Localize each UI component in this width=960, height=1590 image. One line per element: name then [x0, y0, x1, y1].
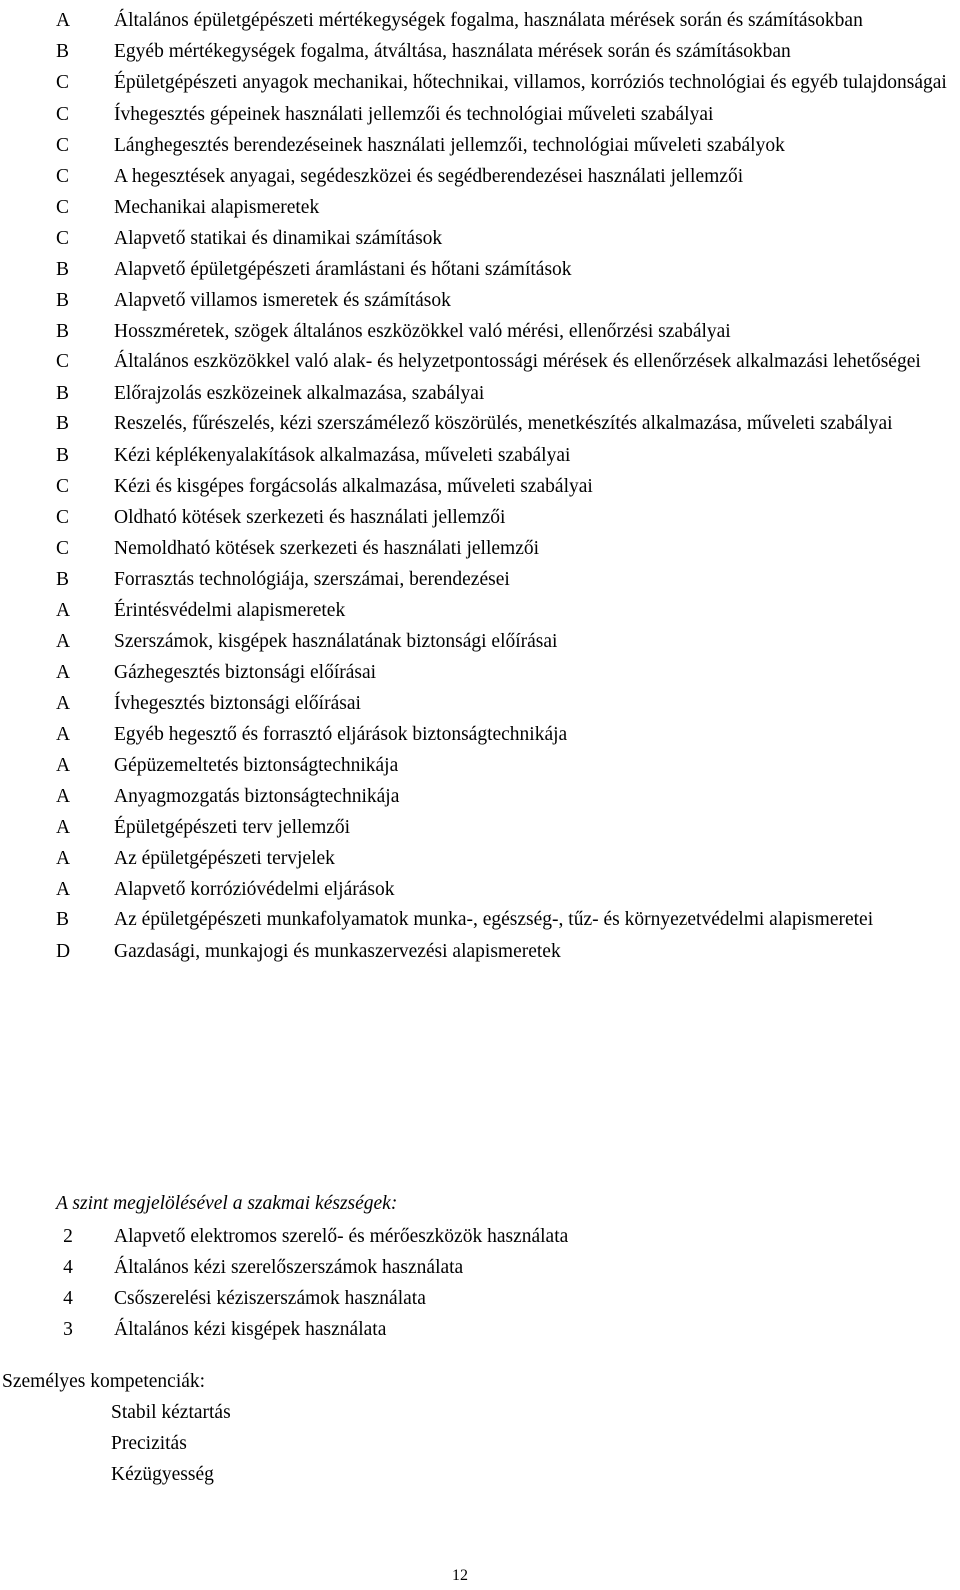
knowledge-text: Általános épületgépészeti mértékegységek fogalma, használata mérések során és számításokban	[114, 10, 863, 31]
knowledge-level: A	[56, 631, 71, 652]
knowledge-text: Egyéb hegesztő és forrasztó eljárások biztonságtechnikája	[114, 724, 568, 745]
knowledge-text: Reszelés, fűrészelés, kézi szerszámélező köszörülés, menetkészítés alkalmazása, műveleti szabályai	[114, 413, 893, 434]
knowledge-text: Az épületgépészeti munkafolyamatok munka-, egészség-, tűz- és környezetvédelmi alapismeretei	[114, 909, 874, 930]
knowledge-level: B	[56, 41, 70, 62]
knowledge-text: Alapvető statikai és dinamikai számítások	[114, 228, 443, 249]
knowledge-text: Egyéb mértékegységek fogalma, átváltása, használata mérések során és számításokban	[114, 41, 791, 62]
knowledge-level: C	[56, 228, 70, 249]
knowledge-text: Alapvető korrózióvédelmi eljárások	[114, 879, 395, 900]
knowledge-text: Anyagmozgatás biztonságtechnikája	[114, 786, 400, 807]
competency-item: Stabil kéztartás	[111, 1402, 231, 1423]
knowledge-text: Kézi és kisgépes forgácsolás alkalmazása, műveleti szabályai	[114, 476, 593, 497]
knowledge-row	[54, 533, 956, 564]
knowledge-list	[54, 6, 956, 967]
knowledge-text: Oldható kötések szerkezeti és használati jellemzői	[114, 507, 506, 528]
knowledge-level: B	[56, 259, 70, 280]
knowledge-level: A	[56, 879, 71, 900]
knowledge-level: A	[56, 693, 71, 714]
knowledge-row	[54, 440, 956, 471]
knowledge-level: A	[56, 662, 71, 683]
knowledge-level: A	[56, 817, 71, 838]
knowledge-text: Gépüzemeltetés biztonságtechnikája	[114, 755, 399, 776]
knowledge-text: Általános eszközökkel való alak- és helyzetpontossági mérések és ellenőrzések alkalmazási lehetőségei	[114, 351, 921, 372]
knowledge-level: A	[56, 786, 71, 807]
skill-text: Alapvető elektromos szerelő- és mérőeszközök használata	[114, 1226, 569, 1247]
knowledge-text: Gazdasági, munkajogi és munkaszervezési alapismeretek	[114, 941, 561, 962]
knowledge-row	[54, 285, 956, 316]
knowledge-row	[54, 874, 956, 905]
knowledge-row	[54, 316, 956, 347]
knowledge-row	[54, 564, 956, 595]
skill-row	[54, 1314, 956, 1345]
knowledge-level: B	[56, 569, 70, 590]
knowledge-row	[54, 750, 956, 781]
knowledge-text: Nemoldható kötések szerkezeti és használati jellemzői	[114, 538, 540, 559]
knowledge-text: Gázhegesztés biztonsági előírásai	[114, 662, 377, 683]
skill-level: 4	[63, 1257, 73, 1278]
knowledge-level: C	[56, 351, 70, 372]
knowledge-level: A	[56, 724, 71, 745]
knowledge-text: Épületgépészeti anyagok mechanikai, hőtechnikai, villamos, korróziós technológiai és egyéb tulajdonságai	[114, 72, 947, 93]
skill-level: 4	[63, 1288, 73, 1309]
competency-item: Precizitás	[111, 1433, 187, 1454]
knowledge-text: A hegesztések anyagai, segédeszközei és segédberendezései használati jellemzői	[114, 166, 744, 187]
skill-text: Általános kézi kisgépek használata	[114, 1319, 387, 1340]
knowledge-row	[54, 502, 956, 533]
knowledge-row	[54, 657, 956, 688]
knowledge-level: C	[56, 197, 70, 218]
knowledge-row	[54, 905, 956, 936]
knowledge-level: C	[56, 166, 70, 187]
knowledge-text: Ívhegesztés gépeinek használati jellemzői és technológiai műveleti szabályai	[114, 104, 714, 125]
skill-row	[54, 1283, 956, 1314]
competencies-list	[111, 1397, 231, 1490]
skill-level: 2	[63, 1226, 73, 1247]
knowledge-text: Forrasztás technológiája, szerszámai, berendezései	[114, 569, 510, 590]
knowledge-level: D	[56, 941, 71, 962]
knowledge-text: Előrajzolás eszközeinek alkalmazása, szabályai	[114, 383, 485, 404]
knowledge-text: Mechanikai alapismeretek	[114, 197, 320, 218]
knowledge-row	[54, 378, 956, 409]
skill-text: Általános kézi szerelőszerszámok használata	[114, 1257, 464, 1278]
knowledge-text: Alapvető épületgépészeti áramlástani és hőtani számítások	[114, 259, 572, 280]
knowledge-level: B	[56, 909, 70, 930]
knowledge-row	[54, 6, 956, 37]
knowledge-row	[54, 68, 956, 99]
knowledge-row	[54, 843, 956, 874]
knowledge-level: B	[56, 445, 70, 466]
knowledge-row	[54, 719, 956, 750]
knowledge-level: A	[56, 600, 71, 621]
skill-level: 3	[63, 1319, 73, 1340]
competency-item: Kézügyesség	[111, 1464, 214, 1485]
knowledge-row	[54, 161, 956, 192]
knowledge-row	[54, 471, 956, 502]
knowledge-level: C	[56, 476, 70, 497]
knowledge-row	[54, 936, 956, 967]
knowledge-text: Lánghegesztés berendezéseinek használati jellemzői, technológiai műveleti szabályok	[114, 135, 785, 156]
knowledge-text: Az épületgépészeti tervjelek	[114, 848, 335, 869]
skill-row	[54, 1221, 956, 1252]
knowledge-text: Alapvető villamos ismeretek és számítások	[114, 290, 451, 311]
knowledge-row	[54, 595, 956, 626]
knowledge-row	[54, 254, 956, 285]
knowledge-row	[54, 99, 956, 130]
knowledge-text: Hosszméretek, szögek általános eszközökkel való mérési, ellenőrzési szabályai	[114, 321, 731, 342]
skill-row	[54, 1252, 956, 1283]
knowledge-level: C	[56, 104, 70, 125]
knowledge-row	[54, 37, 956, 68]
knowledge-text: Kézi képlékenyalakítások alkalmazása, műveleti szabályai	[114, 445, 571, 466]
knowledge-row	[54, 347, 956, 378]
knowledge-row	[54, 223, 956, 254]
knowledge-row	[54, 192, 956, 223]
knowledge-level: C	[56, 135, 70, 156]
knowledge-text: Ívhegesztés biztonsági előírásai	[114, 693, 361, 714]
knowledge-level: C	[56, 538, 70, 559]
skill-text: Csőszerelési kéziszerszámok használata	[114, 1288, 426, 1309]
page-number: 12	[452, 1567, 468, 1584]
knowledge-level: B	[56, 290, 70, 311]
knowledge-level: A	[56, 755, 71, 776]
competencies-heading: Személyes kompetenciák:	[2, 1371, 206, 1392]
knowledge-text: Épületgépészeti terv jellemzői	[114, 817, 351, 838]
skills-list	[54, 1221, 956, 1345]
knowledge-level: B	[56, 321, 70, 342]
knowledge-row	[54, 781, 956, 812]
knowledge-text: Érintésvédelmi alapismeretek	[114, 600, 346, 621]
knowledge-level: B	[56, 383, 70, 404]
knowledge-level: B	[56, 413, 70, 434]
knowledge-row	[54, 812, 956, 843]
skills-heading: A szint megjelölésével a szakmai készségek:	[56, 1193, 398, 1214]
knowledge-level: A	[56, 848, 71, 869]
knowledge-level: C	[56, 507, 70, 528]
knowledge-row	[54, 688, 956, 719]
knowledge-row	[54, 626, 956, 657]
knowledge-level: A	[56, 10, 71, 31]
knowledge-row	[54, 409, 956, 440]
knowledge-text: Szerszámok, kisgépek használatának biztonsági előírásai	[114, 631, 558, 652]
knowledge-row	[54, 130, 956, 161]
knowledge-level: C	[56, 72, 70, 93]
